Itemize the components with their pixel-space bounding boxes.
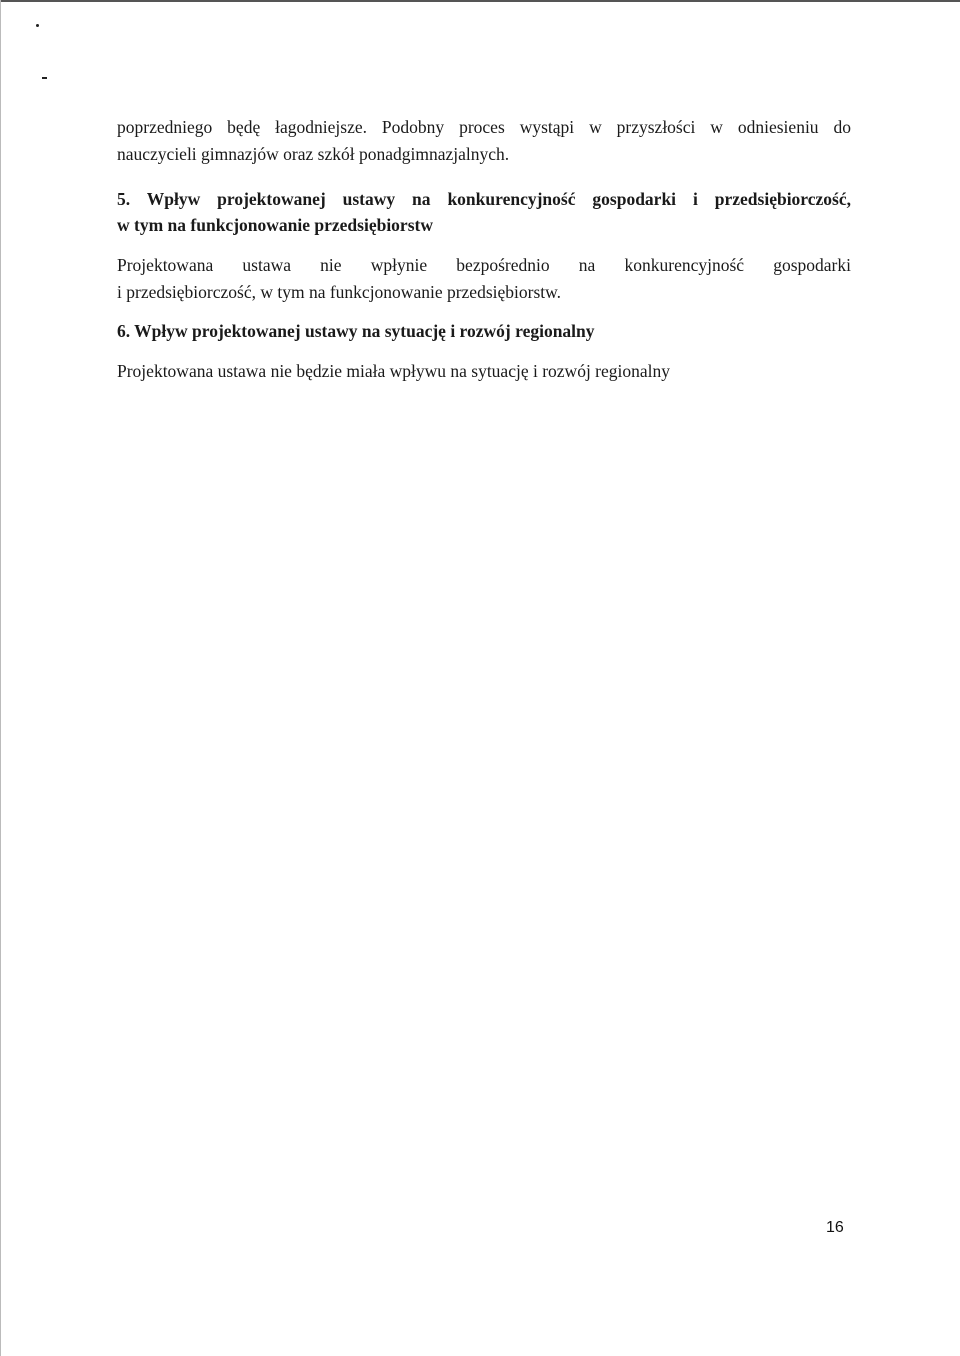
section-6-body	[117, 358, 851, 385]
section-5-heading	[117, 186, 851, 238]
intro-paragraph	[117, 114, 851, 168]
page-left-edge	[0, 0, 1, 1356]
intro-line: nauczycieli gimnazjów oraz szkół ponadgimnazjalnych.	[117, 144, 510, 164]
scan-speck	[36, 24, 39, 27]
document-body	[117, 114, 851, 385]
intro-line: poprzedniego będę łagodniejsze. Podobny proces wystąpi w przyszłości w odniesieniu do	[117, 117, 851, 137]
heading-line: 6. Wpływ projektowanej ustawy na sytuację i rozwój regionalny	[117, 321, 595, 341]
heading-line: 5. Wpływ projektowanej ustawy na konkurencyjność gospodarki i przedsiębiorczość,	[117, 189, 851, 209]
page-top-edge	[0, 0, 960, 2]
body-line: i przedsiębiorczość, w tym na funkcjonowanie przedsiębiorstw.	[117, 282, 562, 302]
body-line: Projektowana ustawa nie wpłynie bezpośrednio na konkurencyjność gospodarki	[117, 255, 851, 275]
heading-line: w tym na funkcjonowanie przedsiębiorstw	[117, 215, 433, 235]
scan-speck	[42, 77, 47, 79]
section-6-heading	[117, 318, 851, 344]
body-line: Projektowana ustawa nie będzie miała wpływu na sytuację i rozwój regionalny	[117, 361, 671, 381]
section-5-body	[117, 252, 851, 306]
page-number: 16	[826, 1219, 844, 1236]
